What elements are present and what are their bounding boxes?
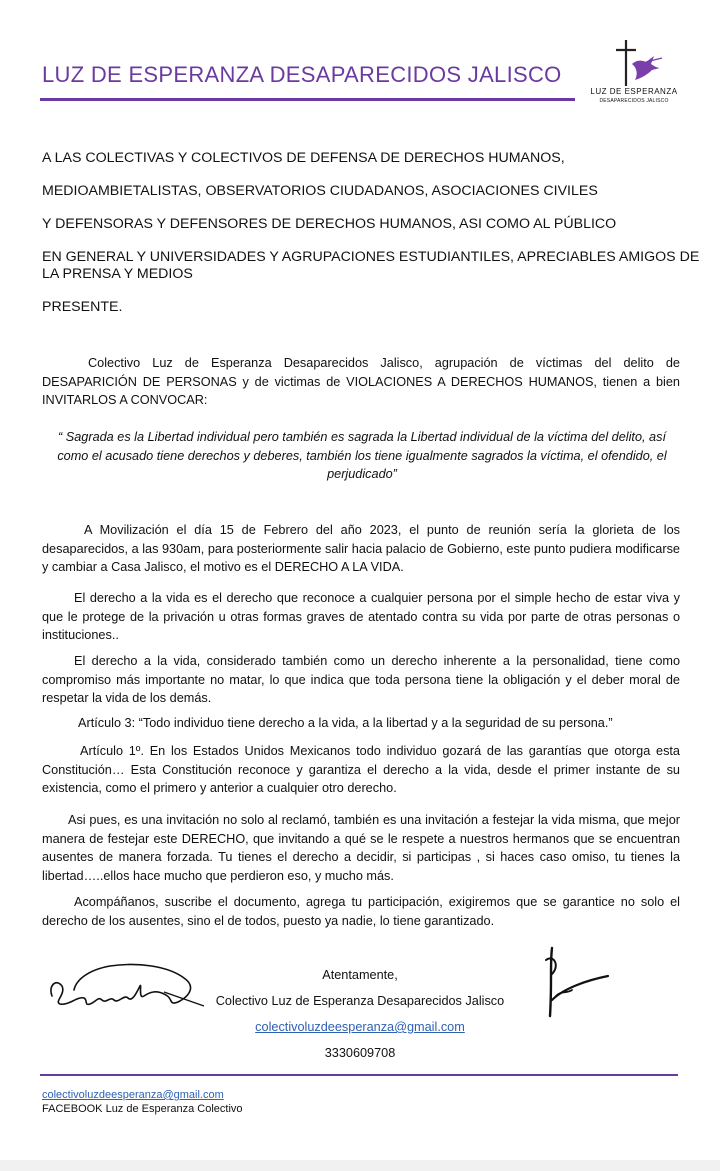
footer-contact bbox=[42, 1088, 243, 1116]
addressee-line: Y DEFENSORAS Y DEFENSORES DE DERECHOS HUMANOS, ASI COMO AL PÚBLICO bbox=[42, 216, 617, 232]
addressee-line: LA PRENSA Y MEDIOS bbox=[42, 266, 193, 282]
article-paragraph: Artículo 1º. En los Estados Unidos Mexicanos todo individuo gozará de las garantías que otorga esta Constitución… Esta Constitución reconoce y garantiza el derecho a la vida, desde el primer instante de su existencia, como el primero y anterior a cualquier otro derecho. bbox=[42, 744, 680, 795]
signature-block bbox=[200, 966, 520, 1070]
addressee-line: PRESENTE. bbox=[42, 299, 123, 315]
body-paragraph: A Movilización el día 15 de Febrero del año 2023, el punto de reunión sería la glorieta de los desaparecidos, a las 930am, para posteriormente salir hacia palacio de Gobierno, este punto pudiera modificarse y cambiar a Casa Jalisco, el motivo es el DERECHO A LA VIDA. bbox=[42, 523, 680, 574]
signature-phone: 3330609708 bbox=[324, 1046, 396, 1060]
body-paragraph: El derecho a la vida es el derecho que reconoce a cualquier persona por el simple hecho de estar viva y que le protege de la privación u otras formas graves de atentado contra su vida por parte de otras personas o instituciones.. bbox=[42, 591, 680, 642]
cross-hummingbird-icon bbox=[602, 38, 666, 88]
letterhead-rule bbox=[40, 98, 575, 101]
addressee-block bbox=[42, 150, 700, 316]
closing-salutation: Atentamente, bbox=[322, 968, 398, 982]
footer-email-link[interactable]: colectivoluzdeesperanza@gmail.com bbox=[42, 1089, 224, 1101]
body-paragraph: El derecho a la vida, considerado también como un derecho inherente a la personalidad, tiene como compromiso más importante no matar, lo que indica que toda persona tiene la obligación y el deber moral de respetar la vida de los demás. bbox=[42, 654, 680, 705]
addressee-line: EN GENERAL Y UNIVERSIDADES Y AGRUPACIONES ESTUDIANTILES, APRECIABLES AMIGOS DE bbox=[42, 249, 700, 265]
organization-logo bbox=[584, 38, 684, 108]
body-paragraph: Asi pues, es una invitación no solo al reclamó, también es una invitación a festejar la vida misma, que mejor manera de festejar este DERECHO, que invitando a qué se le respete a nuestros hermanos que se encuentran ausentes de manera forzada. Tu tienes el derecho a decidir, si participas , si haces caso omiso, tu tienes la libertad…..ellos hace mucho que perdieron eso, y mucho más. bbox=[42, 813, 680, 883]
article-quote: Artículo 3: “Todo individuo tiene derecho a la vida, a la libertad y a la seguridad de su persona.” bbox=[78, 716, 613, 730]
closing-paragraph: Acompáñanos, suscribe el documento, agrega tu participación, exigiremos que se garantice no solo el derecho de los ausentes, sino el de todos, puesto ya nadie, lo tiene garantizado. bbox=[42, 895, 680, 928]
logo-text-primary: LUZ DE ESPERANZA bbox=[590, 87, 678, 96]
handwritten-signature-right bbox=[538, 944, 618, 1024]
page-bottom-band bbox=[0, 1160, 720, 1171]
addressee-line: A LAS COLECTIVAS Y COLECTIVOS DE DEFENSA DE DERECHOS HUMANOS, bbox=[42, 150, 565, 166]
signatory-organization: Colectivo Luz de Esperanza Desaparecidos Jalisco bbox=[215, 994, 505, 1008]
handwritten-signature-left bbox=[44, 956, 214, 1016]
signature-email-link[interactable]: colectivoluzdeesperanza@gmail.com bbox=[255, 1020, 465, 1034]
footer-rule bbox=[40, 1074, 678, 1076]
footer-facebook: FACEBOOK Luz de Esperanza Colectivo bbox=[42, 1103, 243, 1115]
letterhead-title: LUZ DE ESPERANZA DESAPARECIDOS JALISCO bbox=[42, 62, 562, 87]
logo-text-secondary: DESAPARECIDOS JALISCO bbox=[599, 98, 669, 104]
addressee-line: MEDIOAMBIETALISTAS, OBSERVATORIOS CIUDADANOS, ASOCIACIONES CIVILES bbox=[42, 183, 598, 199]
quote-paragraph: “ Sagrada es la Libertad individual pero también es sagrada la Libertad individual de la víctima del delito, así como el acusado tiene derechos y deberes, también los tiene igualmente sagrados la víctima, el ofendido, el perjudicado” bbox=[57, 430, 667, 481]
intro-paragraph: Colectivo Luz de Esperanza Desaparecidos Jalisco, agrupación de víctimas del delito de DESAPARICIÓN DE PERSONAS y de victimas de VIOLACIONES A DERECHOS HUMANOS, tienen a bien INVITARLOS A CONVOCAR: bbox=[42, 356, 680, 407]
